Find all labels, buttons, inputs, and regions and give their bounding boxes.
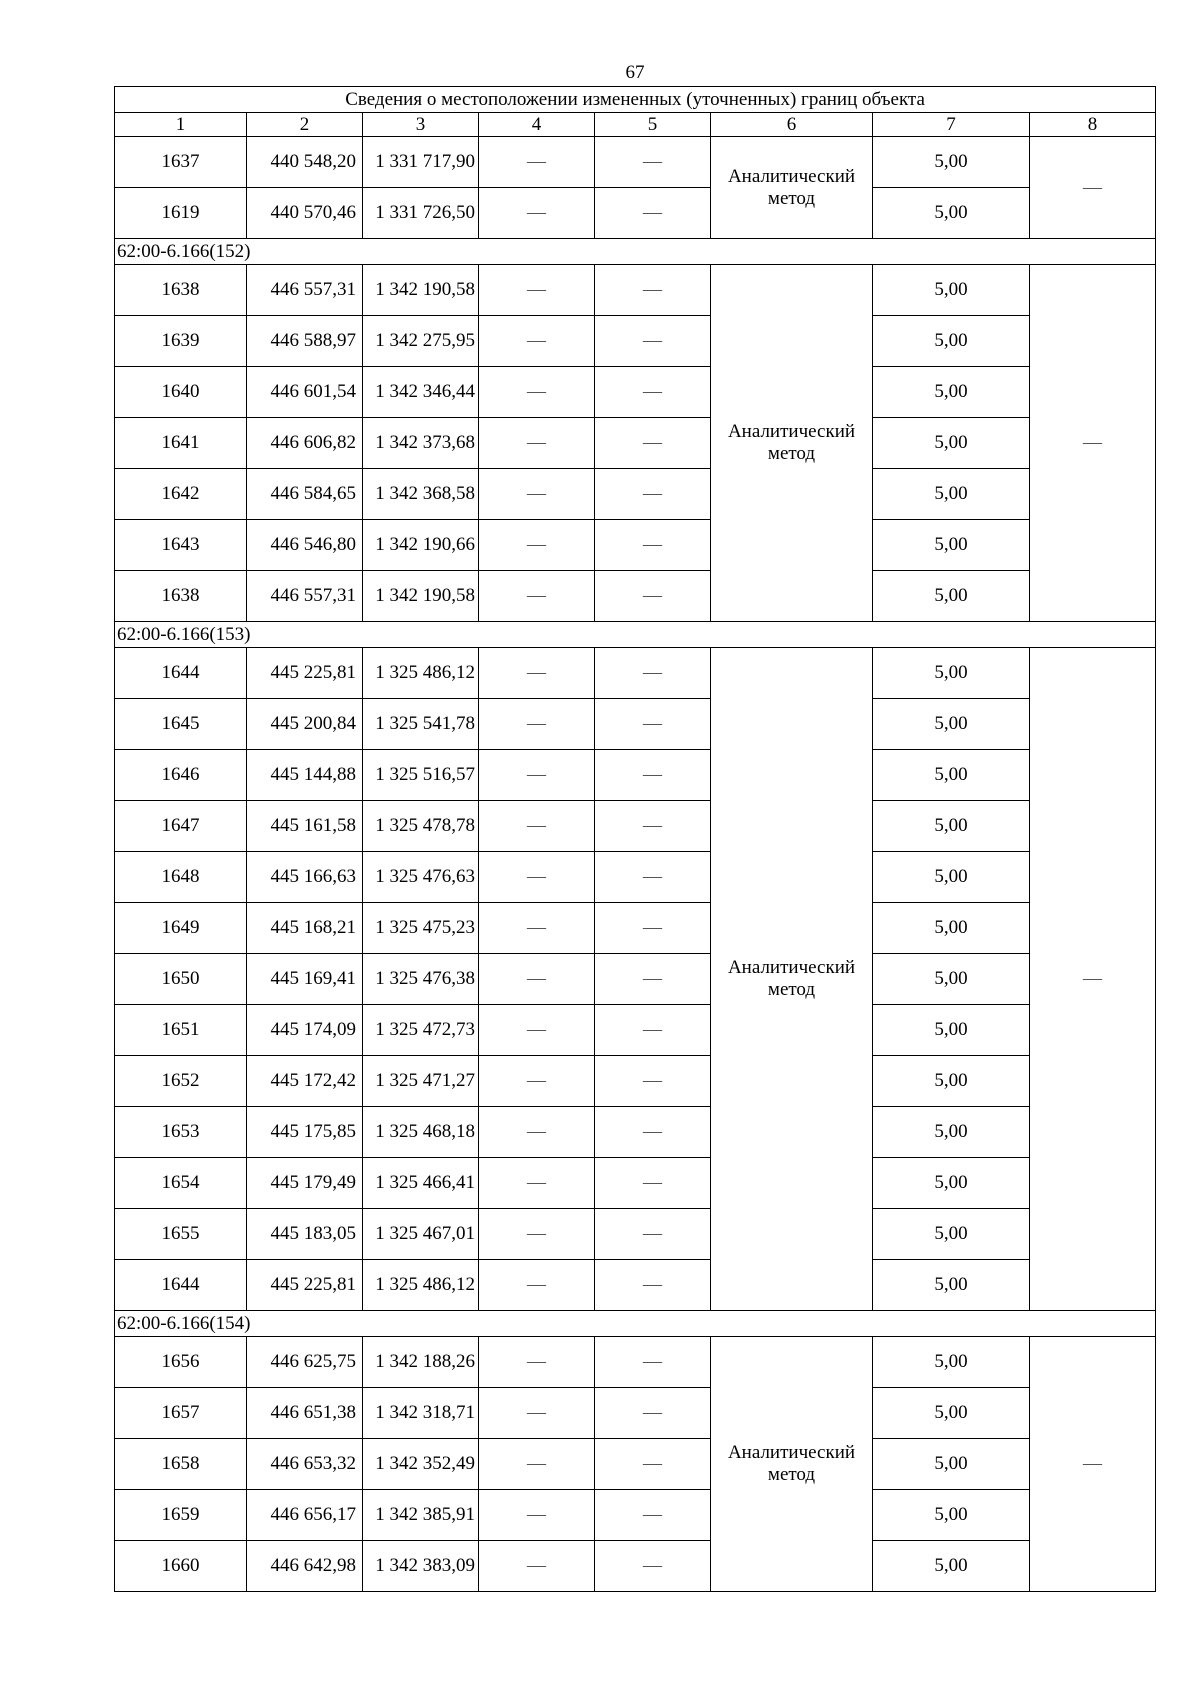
column-5-cell: —: [595, 1056, 711, 1107]
table-row: [115, 1209, 1156, 1260]
method-text-line: Аналитический: [727, 165, 856, 187]
x-coordinate-cell: 445 172,42: [247, 1056, 363, 1107]
column-7-cell: 5,00: [873, 1337, 1030, 1388]
column-5-cell: —: [595, 188, 711, 239]
column-7-cell: 5,00: [873, 750, 1030, 801]
column-7-cell: 5,00: [873, 801, 1030, 852]
column-4-cell: —: [479, 903, 595, 954]
point-number-cell: 1637: [115, 137, 247, 188]
x-coordinate-cell: 445 225,81: [247, 1260, 363, 1311]
y-coordinate-cell: 1 342 190,58: [363, 265, 479, 316]
x-coordinate-cell: 446 557,31: [247, 571, 363, 622]
table-row: [115, 852, 1156, 903]
table-row: [115, 520, 1156, 571]
table-row: [115, 1388, 1156, 1439]
table-row: [115, 1337, 1156, 1388]
column-5-cell: —: [595, 1005, 711, 1056]
column-7-cell: 5,00: [873, 1005, 1030, 1056]
table-row: [115, 188, 1156, 239]
point-number-cell: 1657: [115, 1388, 247, 1439]
x-coordinate-cell: 445 161,58: [247, 801, 363, 852]
y-coordinate-cell: 1 342 352,49: [363, 1439, 479, 1490]
column-5-cell: —: [595, 316, 711, 367]
column-5-cell: —: [595, 648, 711, 699]
column-header: 4: [479, 113, 595, 137]
column-5-cell: —: [595, 1158, 711, 1209]
table-row: [115, 903, 1156, 954]
y-coordinate-cell: 1 325 476,63: [363, 852, 479, 903]
method-text-line: метод: [767, 979, 816, 1000]
y-coordinate-cell: 1 342 385,91: [363, 1490, 479, 1541]
column-4-cell: —: [479, 852, 595, 903]
method-text-line: Аналитический: [727, 957, 856, 978]
column-7-cell: 5,00: [873, 852, 1030, 903]
x-coordinate-cell: 446 588,97: [247, 316, 363, 367]
y-coordinate-cell: 1 325 475,23: [363, 903, 479, 954]
point-number-cell: 1653: [115, 1107, 247, 1158]
table-row: [115, 1158, 1156, 1209]
method-cell: [711, 648, 873, 1311]
boundary-table: [114, 86, 1156, 1592]
table-row: [115, 469, 1156, 520]
point-number-cell: 1646: [115, 750, 247, 801]
table-row: [115, 367, 1156, 418]
table-row: [115, 750, 1156, 801]
section-label: 62:00-6.166(152): [115, 239, 1156, 265]
x-coordinate-cell: 445 200,84: [247, 699, 363, 750]
y-coordinate-cell: 1 342 373,68: [363, 418, 479, 469]
y-coordinate-cell: 1 342 190,58: [363, 571, 479, 622]
table-row: [115, 1541, 1156, 1592]
method-cell: [711, 265, 873, 622]
method-text-line: метод: [767, 443, 816, 464]
x-coordinate-cell: 446 584,65: [247, 469, 363, 520]
table-title: Сведения о местоположении измененных (уточненных) границ объекта: [115, 87, 1156, 113]
column-4-cell: —: [479, 1107, 595, 1158]
y-coordinate-cell: 1 342 275,95: [363, 316, 479, 367]
table-row: [115, 801, 1156, 852]
column-5-cell: —: [595, 1107, 711, 1158]
column-5-cell: —: [595, 903, 711, 954]
point-number-cell: 1647: [115, 801, 247, 852]
y-coordinate-cell: 1 342 383,09: [363, 1541, 479, 1592]
y-coordinate-cell: 1 325 541,78: [363, 699, 479, 750]
point-number-cell: 1659: [115, 1490, 247, 1541]
point-number-cell: 1655: [115, 1209, 247, 1260]
table-row: [115, 265, 1156, 316]
point-number-cell: 1619: [115, 188, 247, 239]
column-8-cell: —: [1030, 137, 1156, 239]
column-7-cell: 5,00: [873, 954, 1030, 1005]
column-7-cell: 5,00: [873, 469, 1030, 520]
column-7-cell: 5,00: [873, 316, 1030, 367]
column-5-cell: —: [595, 699, 711, 750]
column-7-cell: 5,00: [873, 648, 1030, 699]
column-8-cell: —: [1030, 265, 1156, 622]
x-coordinate-cell: 440 570,46: [247, 188, 363, 239]
section-row: [115, 239, 1156, 265]
column-5-cell: —: [595, 469, 711, 520]
section-row: [115, 1311, 1156, 1337]
column-7-cell: 5,00: [873, 1490, 1030, 1541]
column-header: 7: [873, 113, 1030, 137]
column-header-row: [115, 113, 1156, 137]
column-4-cell: —: [479, 469, 595, 520]
column-4-cell: —: [479, 1158, 595, 1209]
column-5-cell: —: [595, 1541, 711, 1592]
y-coordinate-cell: 1 342 346,44: [363, 367, 479, 418]
column-7-cell: 5,00: [873, 520, 1030, 571]
point-number-cell: 1639: [115, 316, 247, 367]
x-coordinate-cell: 446 625,75: [247, 1337, 363, 1388]
column-4-cell: —: [479, 418, 595, 469]
y-coordinate-cell: 1 342 188,26: [363, 1337, 479, 1388]
column-7-cell: 5,00: [873, 137, 1030, 188]
table-row: [115, 1260, 1156, 1311]
x-coordinate-cell: 445 179,49: [247, 1158, 363, 1209]
table-row: [115, 1107, 1156, 1158]
table-row: [115, 1439, 1156, 1490]
y-coordinate-cell: 1 325 471,27: [363, 1056, 479, 1107]
point-number-cell: 1644: [115, 1260, 247, 1311]
column-4-cell: —: [479, 1056, 595, 1107]
method-text-line: метод: [767, 1464, 816, 1485]
column-7-cell: 5,00: [873, 1107, 1030, 1158]
section-label: 62:00-6.166(153): [115, 622, 1156, 648]
column-7-cell: 5,00: [873, 1388, 1030, 1439]
column-4-cell: —: [479, 750, 595, 801]
x-coordinate-cell: 445 174,09: [247, 1005, 363, 1056]
y-coordinate-cell: 1 342 368,58: [363, 469, 479, 520]
method-text-line: метод: [767, 187, 816, 209]
column-header: 8: [1030, 113, 1156, 137]
column-7-cell: 5,00: [873, 571, 1030, 622]
method-cell: [711, 137, 873, 239]
column-header: 5: [595, 113, 711, 137]
point-number-cell: 1643: [115, 520, 247, 571]
point-number-cell: 1642: [115, 469, 247, 520]
column-7-cell: 5,00: [873, 418, 1030, 469]
column-5-cell: —: [595, 137, 711, 188]
table-row: [115, 954, 1156, 1005]
column-4-cell: —: [479, 699, 595, 750]
point-number-cell: 1650: [115, 954, 247, 1005]
column-5-cell: —: [595, 954, 711, 1005]
column-7-cell: 5,00: [873, 1541, 1030, 1592]
y-coordinate-cell: 1 325 478,78: [363, 801, 479, 852]
table-row: [115, 137, 1156, 188]
column-4-cell: —: [479, 1005, 595, 1056]
column-4-cell: —: [479, 1388, 595, 1439]
column-5-cell: —: [595, 750, 711, 801]
x-coordinate-cell: 446 653,32: [247, 1439, 363, 1490]
point-number-cell: 1641: [115, 418, 247, 469]
column-8-cell: —: [1030, 648, 1156, 1311]
column-5-cell: —: [595, 1388, 711, 1439]
column-5-cell: —: [595, 367, 711, 418]
x-coordinate-cell: 446 546,80: [247, 520, 363, 571]
x-coordinate-cell: 446 557,31: [247, 265, 363, 316]
y-coordinate-cell: 1 325 466,41: [363, 1158, 479, 1209]
method-text-line: Аналитический: [727, 1442, 856, 1463]
column-4-cell: —: [479, 316, 595, 367]
y-coordinate-cell: 1 325 486,12: [363, 648, 479, 699]
column-7-cell: 5,00: [873, 1439, 1030, 1490]
point-number-cell: 1638: [115, 571, 247, 622]
x-coordinate-cell: 445 225,81: [247, 648, 363, 699]
x-coordinate-cell: 446 606,82: [247, 418, 363, 469]
column-4-cell: —: [479, 188, 595, 239]
column-header: 2: [247, 113, 363, 137]
column-4-cell: —: [479, 1541, 595, 1592]
point-number-cell: 1652: [115, 1056, 247, 1107]
column-5-cell: —: [595, 852, 711, 903]
column-4-cell: —: [479, 137, 595, 188]
column-5-cell: —: [595, 265, 711, 316]
x-coordinate-cell: 445 175,85: [247, 1107, 363, 1158]
column-4-cell: —: [479, 265, 595, 316]
x-coordinate-cell: 445 144,88: [247, 750, 363, 801]
column-7-cell: 5,00: [873, 1056, 1030, 1107]
point-number-cell: 1649: [115, 903, 247, 954]
x-coordinate-cell: 445 166,63: [247, 852, 363, 903]
column-header: 3: [363, 113, 479, 137]
table-body: [115, 87, 1156, 1592]
column-7-cell: 5,00: [873, 1209, 1030, 1260]
method-cell: [711, 1337, 873, 1592]
table-row: [115, 418, 1156, 469]
column-5-cell: —: [595, 418, 711, 469]
column-4-cell: —: [479, 1490, 595, 1541]
x-coordinate-cell: 440 548,20: [247, 137, 363, 188]
column-5-cell: —: [595, 571, 711, 622]
y-coordinate-cell: 1 325 476,38: [363, 954, 479, 1005]
y-coordinate-cell: 1 325 516,57: [363, 750, 479, 801]
point-number-cell: 1644: [115, 648, 247, 699]
point-number-cell: 1640: [115, 367, 247, 418]
y-coordinate-cell: 1 325 472,73: [363, 1005, 479, 1056]
column-7-cell: 5,00: [873, 699, 1030, 750]
column-7-cell: 5,00: [873, 367, 1030, 418]
column-7-cell: 5,00: [873, 1260, 1030, 1311]
x-coordinate-cell: 445 169,41: [247, 954, 363, 1005]
table-title-row: [115, 87, 1156, 113]
y-coordinate-cell: 1 331 726,50: [363, 188, 479, 239]
x-coordinate-cell: 446 642,98: [247, 1541, 363, 1592]
column-4-cell: —: [479, 954, 595, 1005]
column-8-cell: —: [1030, 1337, 1156, 1592]
section-label: 62:00-6.166(154): [115, 1311, 1156, 1337]
column-7-cell: 5,00: [873, 903, 1030, 954]
y-coordinate-cell: 1 325 467,01: [363, 1209, 479, 1260]
column-4-cell: —: [479, 648, 595, 699]
column-4-cell: —: [479, 571, 595, 622]
table-row: [115, 699, 1156, 750]
y-coordinate-cell: 1 342 318,71: [363, 1388, 479, 1439]
column-4-cell: —: [479, 1439, 595, 1490]
y-coordinate-cell: 1 325 486,12: [363, 1260, 479, 1311]
table-row: [115, 1056, 1156, 1107]
column-5-cell: —: [595, 520, 711, 571]
column-5-cell: —: [595, 1260, 711, 1311]
column-4-cell: —: [479, 520, 595, 571]
column-5-cell: —: [595, 1209, 711, 1260]
y-coordinate-cell: 1 325 468,18: [363, 1107, 479, 1158]
x-coordinate-cell: 445 183,05: [247, 1209, 363, 1260]
column-7-cell: 5,00: [873, 265, 1030, 316]
method-text-line: Аналитический: [727, 421, 856, 442]
point-number-cell: 1660: [115, 1541, 247, 1592]
column-5-cell: —: [595, 1337, 711, 1388]
point-number-cell: 1638: [115, 265, 247, 316]
table-row: [115, 316, 1156, 367]
point-number-cell: 1651: [115, 1005, 247, 1056]
page-number: 67: [625, 62, 645, 83]
column-4-cell: —: [479, 1337, 595, 1388]
column-5-cell: —: [595, 801, 711, 852]
column-4-cell: —: [479, 1260, 595, 1311]
point-number-cell: 1648: [115, 852, 247, 903]
point-number-cell: 1656: [115, 1337, 247, 1388]
section-row: [115, 622, 1156, 648]
column-4-cell: —: [479, 367, 595, 418]
table-row: [115, 1005, 1156, 1056]
table-row: [115, 1490, 1156, 1541]
column-7-cell: 5,00: [873, 188, 1030, 239]
column-5-cell: —: [595, 1439, 711, 1490]
point-number-cell: 1645: [115, 699, 247, 750]
column-7-cell: 5,00: [873, 1158, 1030, 1209]
column-header: 1: [115, 113, 247, 137]
column-4-cell: —: [479, 801, 595, 852]
column-4-cell: —: [479, 1209, 595, 1260]
table-row: [115, 571, 1156, 622]
column-5-cell: —: [595, 1490, 711, 1541]
x-coordinate-cell: 445 168,21: [247, 903, 363, 954]
point-number-cell: 1654: [115, 1158, 247, 1209]
y-coordinate-cell: 1 342 190,66: [363, 520, 479, 571]
table-row: [115, 648, 1156, 699]
x-coordinate-cell: 446 656,17: [247, 1490, 363, 1541]
column-header: 6: [711, 113, 873, 137]
x-coordinate-cell: 446 651,38: [247, 1388, 363, 1439]
x-coordinate-cell: 446 601,54: [247, 367, 363, 418]
y-coordinate-cell: 1 331 717,90: [363, 137, 479, 188]
point-number-cell: 1658: [115, 1439, 247, 1490]
